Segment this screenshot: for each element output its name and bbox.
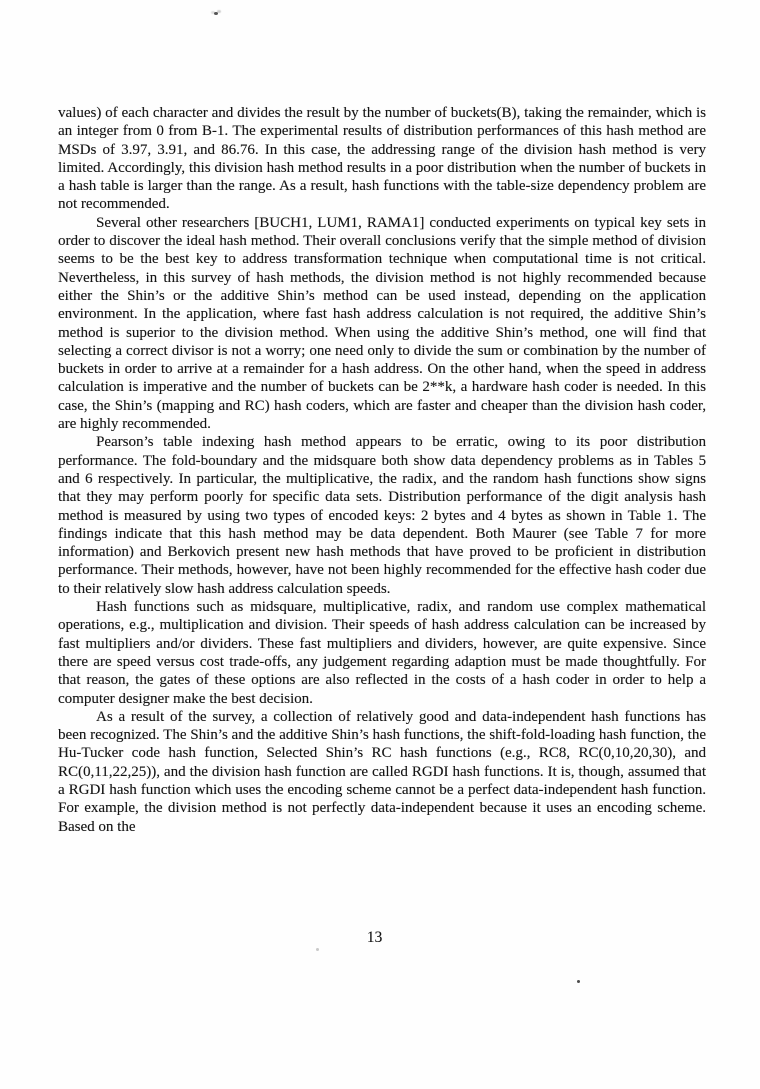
scan-artifact-speck xyxy=(577,980,580,983)
scan-artifact-speck xyxy=(214,12,218,15)
body-text xyxy=(58,104,706,836)
page-number: 13 xyxy=(366,929,383,946)
paragraph: Several other researchers [BUCH1, LUM1, RAMA1] conducted experiments on typical key sets in order to discover the ideal hash method. Their overall conclusions verify that the simple method of division seems to be the best key to address transformation technique when computational time is not critical. Nevertheless, in this survey of hash methods, the division method is not highly recommended because either the Shin’s or the additive Shin’s method can be used instead, depending on the application environment. In the application, where fast hash address calculation is not required, the additive Shin’s method is superior to the division method. When using the additive Shin’s method, one will find that selecting a correct divisor is not a worry; one need only to divide the sum or combination by the number of buckets in order to arrive at a remainder for a hash address. On the other hand, when the speed in address calculation is imperative and the number of buckets can be 2**k, a hardware hash coder is needed. In this case, the Shin’s (mapping and RC) hash coders, which are faster and cheaper than the division hash coder, are highly recommended. xyxy=(58,214,706,433)
paragraph: Hash functions such as midsquare, multiplicative, radix, and random use complex mathematical operations, e.g., multiplication and division. Their speeds of hash address calculation can be increased by fast multipliers and/or dividers. These fast multipliers and dividers, however, are quite expensive. Since there are speed versus cost trade-offs, any judgement regarding adaption must be made thoughtfully. For that reason, the gates of these options are also reflected in the costs of a hash coder in order to help a computer designer make the best decision. xyxy=(58,599,706,707)
paragraph: Pearson’s table indexing hash method appears to be erratic, owing to its poor distribution performance. The fold-boundary and the midsquare both show data dependency problems as in Tables 5 and 6 respectively. In particular, the multiplicative, the radix, and the random hash functions show signs that they may perform poorly for specific data sets. Distribution performance of the digit analysis hash method is measured by using two types of encoded keys: 2 bytes and 4 bytes as shown in Table 1. The findings indicate that this hash method may be data dependent. Both Maurer (see Table 7 for more information) and Berkovich present new hash methods that have proved to be proficient in distribution performance. Their methods, however, have not been highly recommended for the effective hash coder due to their relatively slow hash address calculation speeds. xyxy=(58,434,706,597)
scan-artifact-speck xyxy=(316,948,319,951)
paragraph: As a result of the survey, a collection of relatively good and data-independent hash functions has been recognized. The Shin’s and the additive Shin’s hash functions, the shift-fold-loading hash function, the Hu-Tucker code hash function, Selected Shin’s RC hash functions (e.g., RC8, RC(0,10,20,30), and RC(0,11,22,25)), and the division hash function are called RGDI hash functions. It is, though, assumed that a RGDI hash function which uses the encoding scheme cannot be a perfect data-independent hash function. For example, the division method is not perfectly data-independent because it uses an encoding scheme. Based on the xyxy=(58,708,706,835)
paragraph: values) of each character and divides the result by the number of buckets(B), taking the remainder, which is an integer from 0 from B-1. The experimental results of distribution performances of this hash method are MSDs of 3.97, 3.91, and 86.76. In this case, the addressing range of the division hash method is very limited. Accordingly, this division hash method results in a poor distribution when the number of buckets in a hash table is larger than the range. As a result, hash functions with the table-size dependency problem are not recommended. xyxy=(58,105,706,213)
